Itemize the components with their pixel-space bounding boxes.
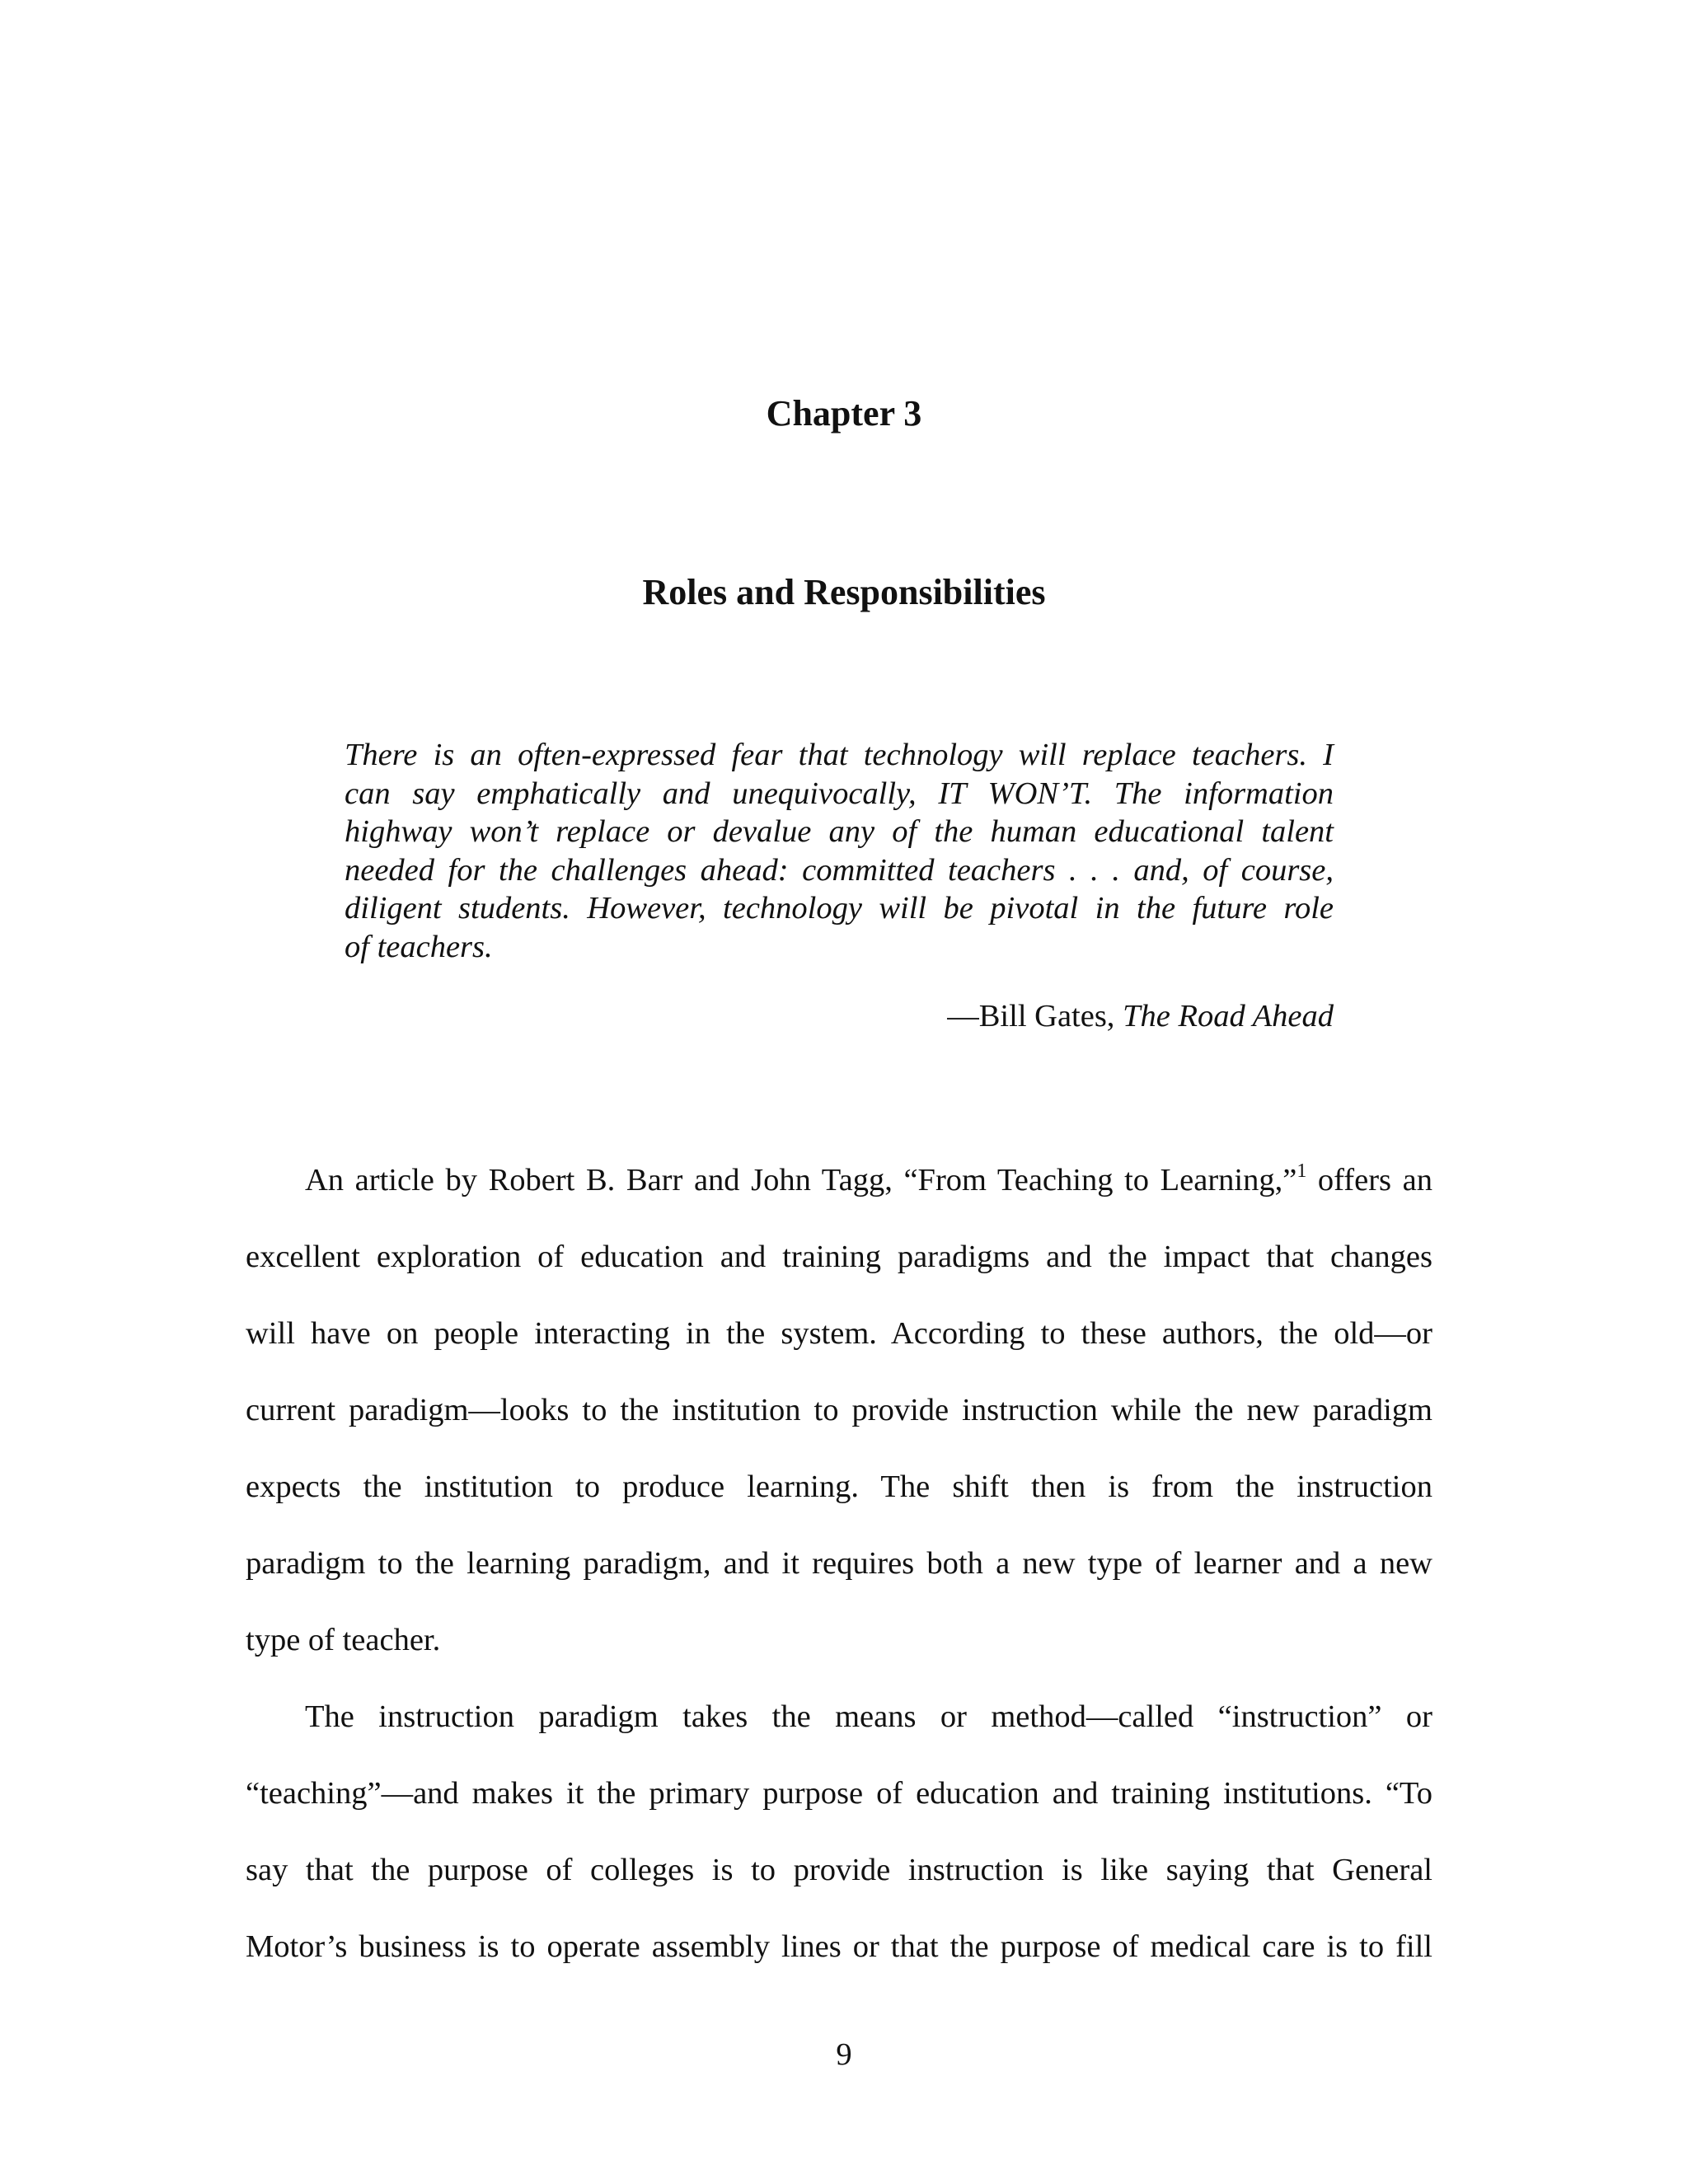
body-line: will have on people interacting in the system. According to these authors, the old—or [246,1316,1432,1351]
epigraph-attribution [345,997,1334,1035]
body-line: “teaching”—and makes it the primary purpose of education and training institutions. “To [246,1776,1432,1811]
epigraph-line: There is an often-expressed fear that technology will replace teachers. I [345,738,1334,772]
body-text [246,1142,1432,1985]
body-line: type of teacher. [246,1623,441,1657]
body-line: The instruction paradigm takes the means or method—called “instruction” or [305,1699,1432,1734]
body-line [246,1142,1432,1219]
epigraph-line: highway won’t replace or devalue any of the human educational talent [345,814,1334,849]
epigraph-line: of teachers. [345,929,493,964]
chapter-title: Roles and Responsibilities [642,572,1046,612]
body-line: paradigm to the learning paradigm, and it requires both a new type of learner and a new [246,1546,1432,1581]
chapter-label: Chapter 3 [766,393,922,434]
epigraph-line: needed for the challenges ahead: committed teachers . . . and, of course, [345,852,1334,888]
attribution-book-title: The Road Ahead [1123,999,1334,1033]
epigraph-line: diligent students. However, technology will be pivotal in the future role [345,891,1334,926]
epigraph-line: can say emphatically and unequivocally, IT WON’T. The information [345,776,1334,811]
body-line: say that the purpose of colleges is to provide instruction is like saying that General [246,1853,1432,1887]
body-text-fragment: An article by Robert B. Barr and John Tagg, “From Teaching to Learning,” [305,1163,1297,1197]
body-line: current paradigm—looks to the institution to provide instruction while the new paradigm [246,1393,1432,1427]
body-line: Motor’s business is to operate assembly lines or that the purpose of medical care is to fill [246,1929,1432,1964]
attribution-author: —Bill Gates, [947,999,1123,1033]
page-number: 9 [836,2037,852,2072]
body-line: excellent exploration of education and training paradigms and the impact that changes [246,1240,1432,1274]
epigraph-quote [345,736,1334,966]
body-line: expects the institution to produce learning. The shift then is from the instruction [246,1469,1432,1504]
footnote-marker[interactable]: 1 [1296,1160,1307,1182]
body-text-fragment: offers an [1306,1163,1432,1197]
